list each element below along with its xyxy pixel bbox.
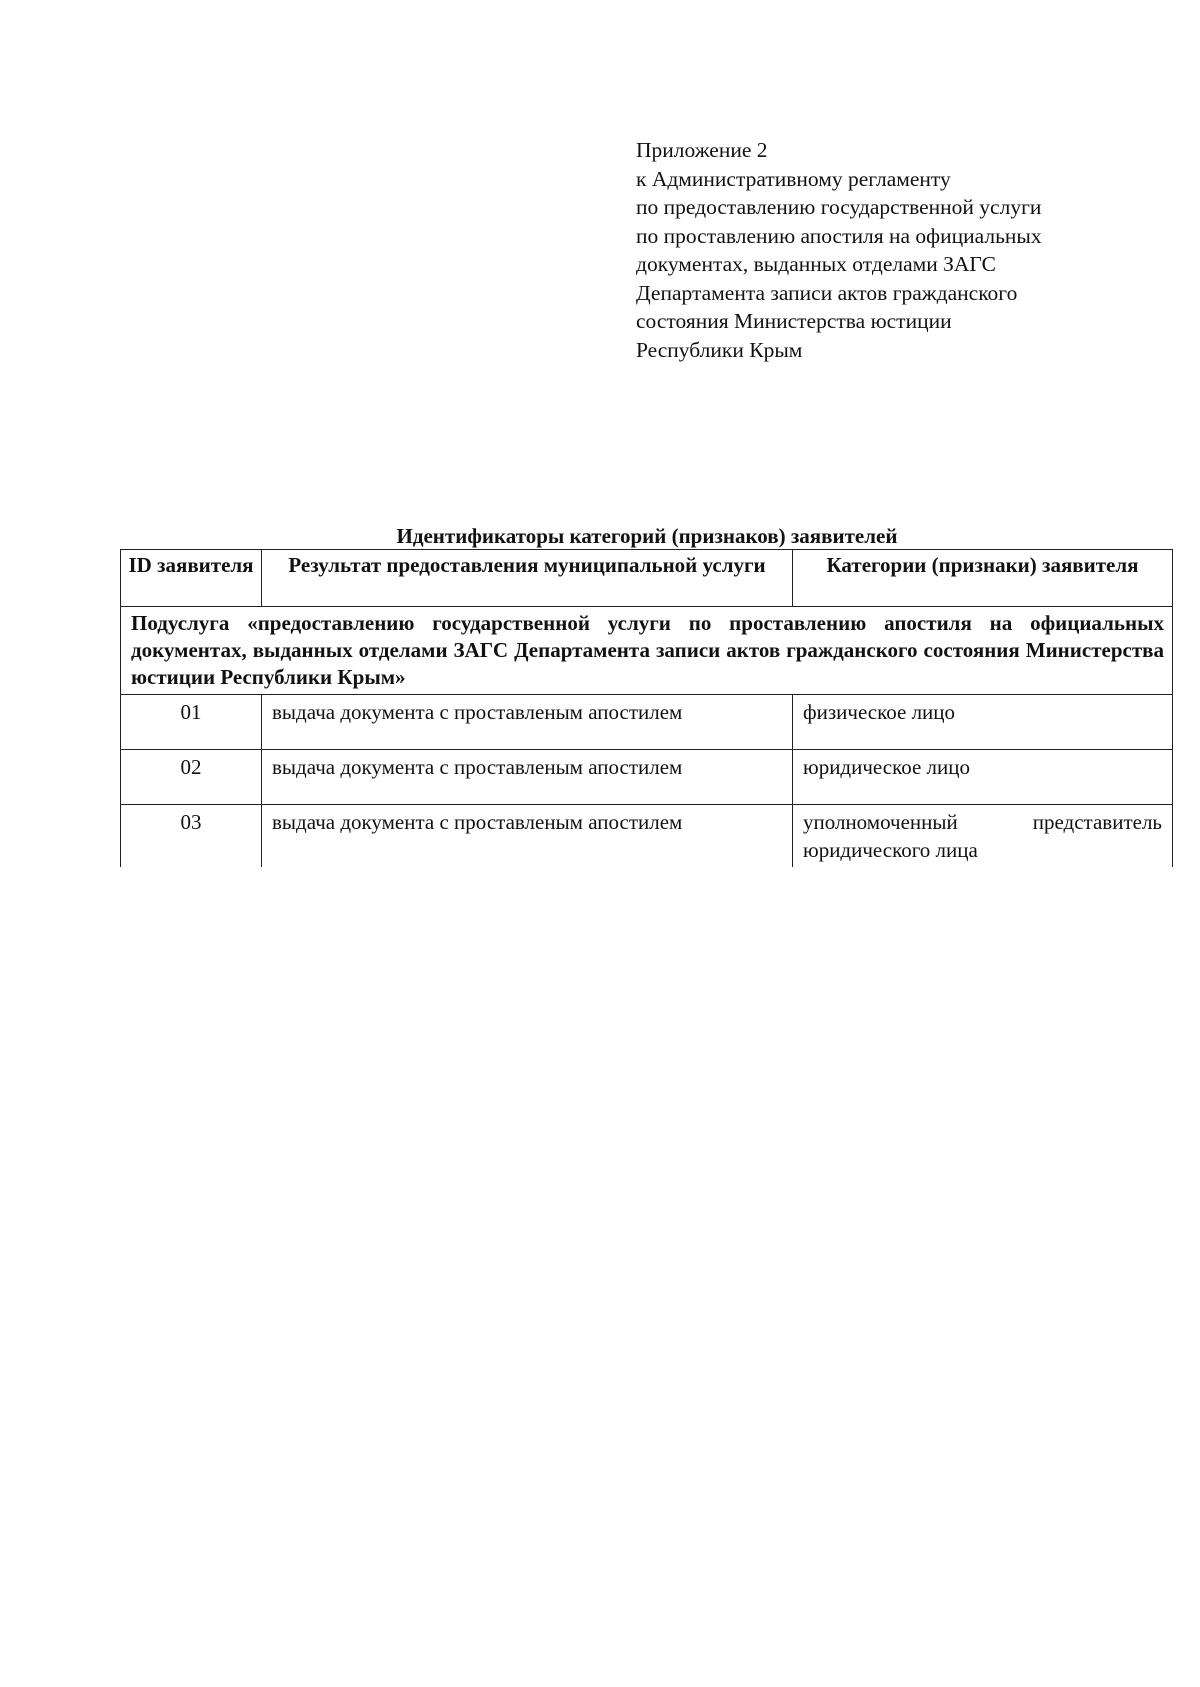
table-row <box>121 805 1173 868</box>
table-row <box>121 750 1173 805</box>
header-category: Категории (признаки) заявителя <box>793 550 1173 607</box>
row-id: 02 <box>121 750 262 805</box>
subservice-text: Подуслуга «предоставлению государственной услуги по проставлению апостиля на официальных документах, выданных отделами ЗАГС Департамента записи актов гражданского состояния Министерства юстиции Республики Крым» <box>131 611 1164 689</box>
row-result: выдача документа с проставленым апостилем <box>262 695 793 750</box>
header-result: Результат предоставления муниципальной услуги <box>262 550 793 607</box>
appendix-line: Департамента записи актов гражданского <box>636 280 1018 305</box>
table-title: Идентификаторы категорий (признаков) заявителей <box>396 524 898 548</box>
subservice-row <box>121 607 1173 695</box>
appendix-line: Республики Крым <box>636 337 803 362</box>
header-id: ID заявителя <box>121 550 262 607</box>
appendix-line: состояния Министерства юстиции <box>636 309 952 333</box>
appendix-line: по проставлению апостиля на официальных <box>636 223 1042 248</box>
row-id: 01 <box>121 695 262 750</box>
appendix-line: документах, выданных отделами ЗАГС <box>636 252 996 276</box>
row-id: 03 <box>121 805 262 868</box>
subservice-cell <box>121 607 1173 695</box>
row-result: выдача документа с проставленым апостилем <box>262 805 793 868</box>
appendix-line: по предоставлению государственной услуги <box>636 195 1042 219</box>
applicant-categories-table <box>120 549 1173 867</box>
row-category: юридическое лицо <box>793 750 1173 805</box>
table-header-row <box>121 550 1173 607</box>
appendix-block <box>636 136 1106 364</box>
table-row <box>121 695 1173 750</box>
appendix-line: к Административному регламенту <box>636 166 951 191</box>
applicant-table-wrapper <box>120 549 1172 867</box>
row-category: уполномоченный представитель юридического лица <box>793 805 1173 868</box>
row-category: физическое лицо <box>793 695 1173 750</box>
appendix-title: Приложение 2 <box>636 138 768 162</box>
row-result: выдача документа с проставленым апостилем <box>262 750 793 805</box>
